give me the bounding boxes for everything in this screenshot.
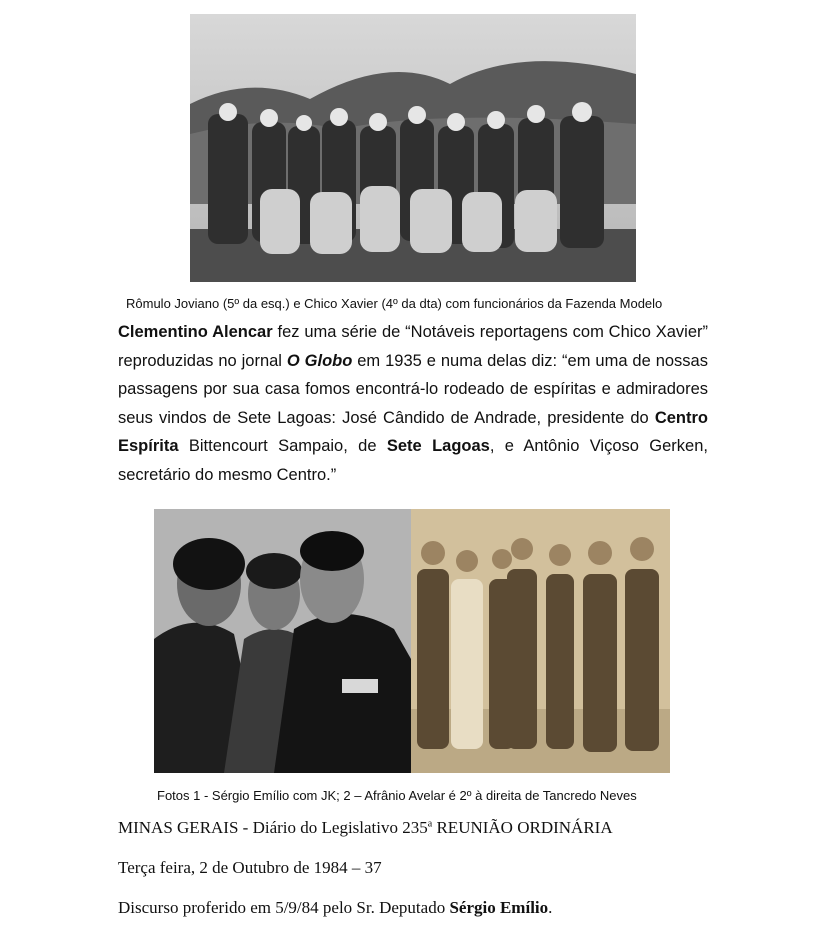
paragraph-text-3: Bittencourt Sampaio, de	[178, 437, 387, 455]
group-photo-icon	[190, 14, 636, 282]
photo-afranio-avelar-tancredo	[411, 509, 670, 773]
paragraph-text-1: fez uma série de “Notáveis reportagens com Chico Xavier” reproduzidas no jornal	[118, 323, 708, 370]
bold-name: Clementino Alencar	[118, 323, 273, 341]
photo2-caption: Fotos 1 - Sérgio Emílio com JK; 2 – Afrânio Avelar é 2º à direita de Tancredo Neves	[157, 788, 637, 803]
group-photo-fazenda-modelo	[190, 14, 636, 282]
portrait-photo-icon	[154, 509, 411, 773]
publication-session: REUNIÃO ORDINÁRIA	[432, 818, 613, 837]
newspaper-name: O Globo	[286, 351, 353, 370]
ordinal-sup: a	[427, 818, 433, 830]
speech-period: .	[548, 898, 553, 917]
speech-line	[118, 898, 552, 918]
group-photo-sepia-icon	[411, 509, 670, 773]
bold-city: Sete Lagoas	[386, 437, 490, 455]
photo-sergio-emilio-jk	[154, 509, 411, 773]
publication-line	[118, 818, 613, 838]
speech-text: Discurso proferido em 5/9/84 pelo Sr. Deputado	[118, 898, 450, 917]
paragraph-text-4: , e Antônio Viçoso Gerken, secretário do mesmo Centro.”	[118, 437, 708, 484]
paragraph-text-2: em 1935 e numa delas diz: “em uma de nossas passagens por sua casa fomos encontrá-lo rodeado de espíritas e admiradores seus vindos de Sete Lagoas: José Cândido de Andrade, presidente do	[118, 351, 708, 427]
bold-centro: Centro Espírita	[118, 408, 708, 455]
deputy-name: Sérgio Emílio	[449, 898, 549, 917]
body-paragraph	[118, 318, 708, 489]
date-line: Terça feira, 2 de Outubro de 1984 – 37	[118, 858, 382, 877]
publication-title: Diário do Legislativo 235	[252, 818, 428, 837]
publication-state: MINAS GERAIS -	[118, 818, 253, 837]
photo1-caption: Rômulo Joviano (5º da esq.) e Chico Xavier (4º da dta) com funcionários da Fazenda Modelo	[126, 296, 663, 311]
